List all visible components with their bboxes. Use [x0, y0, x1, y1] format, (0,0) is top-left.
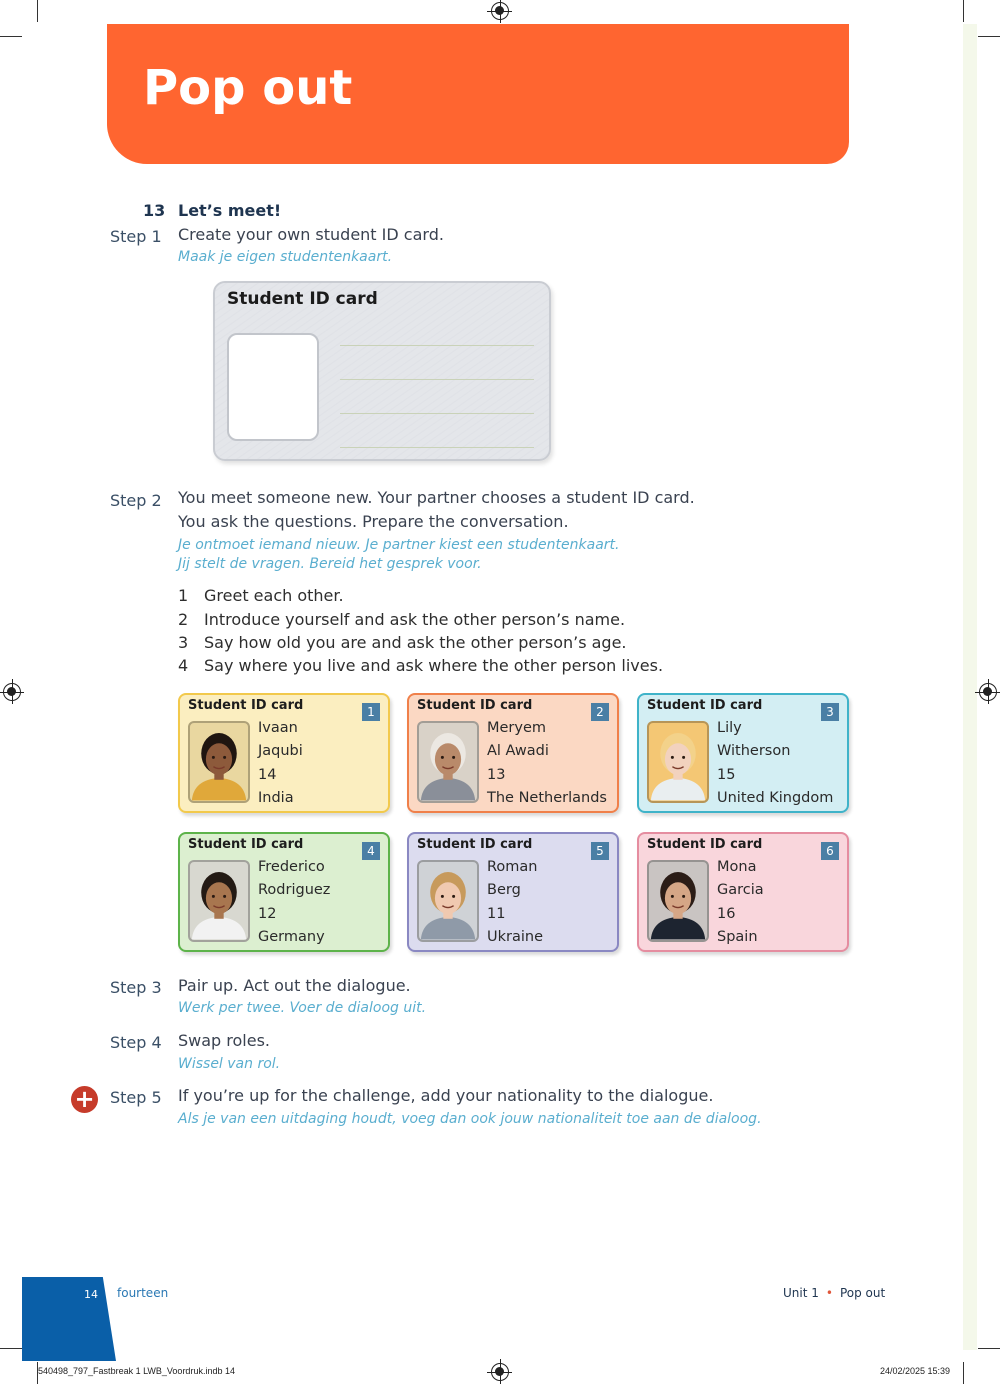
age: 13: [487, 766, 506, 783]
last-name: Rodriguez: [258, 882, 331, 899]
age: 16: [717, 905, 736, 922]
step-text: Pair up. Act out the dialogue.: [178, 976, 411, 995]
step-label: Step 5: [110, 1088, 162, 1107]
first-name: Mona: [717, 859, 757, 875]
country: Germany: [258, 928, 325, 945]
card-title: Student ID card: [227, 289, 378, 309]
exercise-number: 13: [143, 201, 166, 220]
portrait-icon: [190, 723, 248, 801]
card-fields: [717, 856, 764, 949]
page-number: 14: [84, 1288, 98, 1301]
challenge-plus-icon: +: [71, 1086, 98, 1113]
age: 15: [717, 766, 736, 783]
step-translation: Als je van een uitdaging houdt, voeg dan ook jouw nationaliteit toe aan de dialoog.: [178, 1111, 762, 1127]
first-name: Roman: [487, 859, 538, 875]
page-margin-strip: [963, 24, 977, 1350]
crop-mark: [0, 1348, 22, 1349]
student-id-card[interactable]: [407, 832, 619, 952]
student-photo: [188, 721, 250, 803]
registration-mark-icon: [3, 683, 21, 701]
card-number: 4: [362, 842, 380, 860]
card-title: Student ID card: [647, 837, 763, 852]
print-slug: 540498_797_Fastbreak 1 LWB_Voordruk.indb 14: [38, 1366, 235, 1376]
running-footer: [783, 1286, 885, 1300]
portrait-icon: [649, 862, 707, 940]
student-photo: [417, 860, 479, 942]
country: Spain: [717, 928, 758, 945]
card-fields: [258, 856, 330, 949]
step-translation: Maak je eigen studentenkaart.: [178, 249, 393, 265]
list-text: Say where you live and ask where the other person lives.: [204, 656, 664, 675]
writing-line[interactable]: [340, 413, 534, 414]
student-photo: [417, 721, 479, 803]
card-title: Student ID card: [188, 698, 304, 713]
first-name: Lily: [717, 720, 742, 736]
writing-line[interactable]: [340, 447, 534, 448]
crop-mark: [978, 36, 1000, 37]
card-fields: [487, 717, 607, 810]
crop-mark: [0, 36, 22, 37]
age: 11: [487, 905, 506, 922]
last-name: Jaqubi: [258, 743, 303, 760]
list-number: 1: [178, 586, 189, 605]
student-id-card[interactable]: [637, 832, 849, 952]
list-number: 2: [178, 610, 189, 629]
crop-mark: [37, 0, 38, 22]
student-photo: [647, 721, 709, 803]
last-name: Witherson: [717, 743, 791, 760]
country: India: [258, 789, 294, 806]
step-text: If you’re up for the challenge, add your nationality to the dialogue.: [178, 1086, 714, 1105]
portrait-icon: [419, 723, 477, 801]
page-number-tab: [22, 1277, 116, 1361]
card-title: Student ID card: [188, 837, 304, 852]
student-photo: [647, 860, 709, 942]
age: 14: [258, 766, 277, 783]
card-title: Student ID card: [417, 837, 533, 852]
card-number: 3: [821, 703, 839, 721]
step-translation: Je ontmoet iemand nieuw. Je partner kiest een studentenkaart.: [178, 537, 620, 553]
writing-line[interactable]: [340, 379, 534, 380]
card-number: 2: [591, 703, 609, 721]
portrait-icon: [190, 862, 248, 940]
card-title: Student ID card: [647, 698, 763, 713]
photo-placeholder[interactable]: [227, 333, 319, 441]
first-name: Ivaan: [258, 720, 298, 736]
crop-mark: [963, 1362, 964, 1384]
student-id-card[interactable]: [178, 693, 390, 813]
country: The Netherlands: [487, 789, 607, 806]
unit-label: Unit 1: [783, 1286, 819, 1300]
card-fields: [258, 717, 303, 810]
list-item: [178, 610, 625, 629]
step-label: Step 2: [110, 491, 162, 510]
list-text: Say how old you are and ask the other person’s age.: [204, 633, 627, 652]
step-label: Step 3: [110, 978, 162, 997]
step-text: Swap roles.: [178, 1031, 271, 1050]
country: United Kingdom: [717, 789, 834, 806]
last-name: Al Awadi: [487, 743, 549, 760]
page-title: Pop out: [143, 60, 353, 116]
registration-mark-icon: [491, 2, 509, 20]
print-date: 24/02/2025 15:39: [880, 1366, 951, 1376]
student-id-card[interactable]: [637, 693, 849, 813]
step-translation: Jij stelt de vragen. Bereid het gesprek voor.: [178, 556, 482, 572]
registration-mark-icon: [979, 683, 997, 701]
last-name: Garcia: [717, 882, 764, 899]
portrait-icon: [419, 862, 477, 940]
portrait-icon: [649, 723, 707, 801]
card-fields: [717, 717, 833, 810]
first-name: Meryem: [487, 720, 547, 736]
step-translation: Werk per twee. Voer de dialoog uit.: [178, 1000, 427, 1016]
student-photo: [188, 860, 250, 942]
section-label: Pop out: [839, 1286, 886, 1300]
card-title: Student ID card: [417, 698, 533, 713]
step-label: Step 1: [110, 227, 162, 246]
step-label: Step 4: [110, 1033, 162, 1052]
list-number: 3: [178, 633, 189, 652]
step-text: Create your own student ID card.: [178, 225, 444, 244]
student-id-card[interactable]: [178, 832, 390, 952]
card-number: 5: [591, 842, 609, 860]
registration-mark-icon: [491, 1363, 509, 1381]
page-number-word: fourteen: [117, 1286, 169, 1300]
list-item: [178, 586, 344, 605]
list-item: [178, 633, 627, 652]
age: 12: [258, 905, 277, 922]
last-name: Berg: [487, 882, 521, 899]
blank-student-id-card[interactable]: [213, 281, 551, 461]
country: Ukraine: [487, 928, 543, 945]
step-translation: Wissel van rol.: [178, 1056, 281, 1072]
first-name: Frederico: [258, 859, 325, 875]
step-text: You ask the questions. Prepare the conversation.: [178, 512, 569, 531]
exercise-heading: Let’s meet!: [178, 201, 282, 220]
list-text: Greet each other.: [204, 586, 344, 605]
bullet-icon: •: [825, 1286, 833, 1300]
list-number: 4: [178, 656, 189, 675]
card-number: 1: [362, 703, 380, 721]
list-text: Introduce yourself and ask the other person’s name.: [204, 610, 626, 629]
step-text: You meet someone new. Your partner chooses a student ID card.: [178, 488, 695, 507]
list-item: [178, 656, 663, 675]
card-number: 6: [821, 842, 839, 860]
crop-mark: [963, 0, 964, 22]
writing-line[interactable]: [340, 345, 534, 346]
student-id-card[interactable]: [407, 693, 619, 813]
crop-mark: [978, 1348, 1000, 1349]
card-fields: [487, 856, 543, 949]
